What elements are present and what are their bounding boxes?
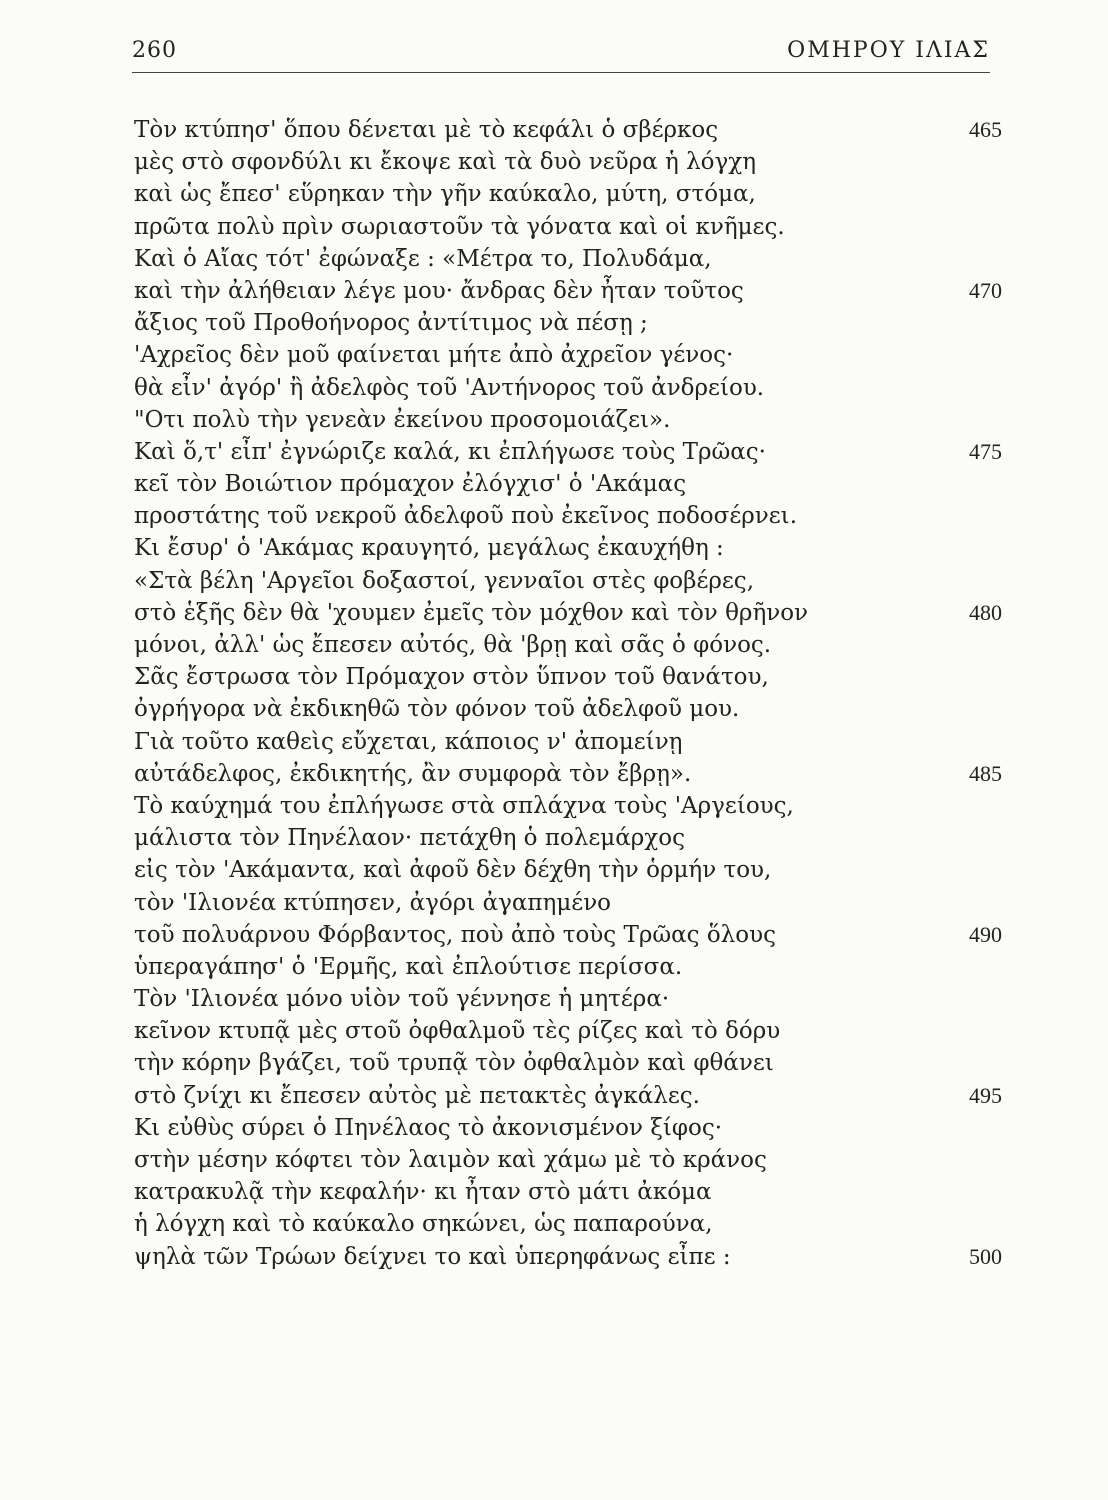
verse-line xyxy=(134,1241,1002,1273)
verse-line xyxy=(134,693,1002,725)
verse-text: Σᾶς ἔστρωσα τὸν Πρόμαχον στὸν ὕπνον τοῦ θανάτου, xyxy=(134,664,769,691)
verse-text: Τὸν κτύπησ' ὅπου δένεται μὲ τὸ κεφάλι ὁ σβέρκος xyxy=(134,117,719,143)
verse-text: τοῦ πολυάρνου Φόρβαντος, ποὺ ἀπὸ τοὺς Τρῶας ὅλους xyxy=(134,921,776,948)
verse-text: πρῶτα πολὺ πρὶν σωριαστοῦν τὰ γόνατα καὶ οἱ κνῆμες. xyxy=(134,213,785,240)
verse-line xyxy=(134,307,1002,339)
verse-text: ὑπεραγάπησ' ὁ 'Ερμῆς, καὶ ἐπλούτισε περίσσα. xyxy=(134,953,683,980)
verse-text: τὸν 'Ιλιονέα κτύπησεν, ἀγόρι ἀγαπημένο xyxy=(134,889,612,916)
line-number: 480 xyxy=(969,599,1002,625)
line-number: 495 xyxy=(969,1082,1002,1108)
verse-line xyxy=(134,1112,1002,1144)
verse-line xyxy=(134,726,1002,758)
verse-line xyxy=(134,114,1002,146)
verse-line xyxy=(134,339,1002,371)
verse-text: ψηλὰ τῶν Τρώων δείχνει το καὶ ὑπερηφάνως εἶπε : xyxy=(134,1243,731,1270)
verse-text: μάλιστα τὸν Πηνέλαον· πετάχθη ὁ πολεμάρχος xyxy=(134,825,685,852)
verse-line xyxy=(134,436,1002,468)
verse-text: Καὶ ὁ Αἴας τότ' ἐφώναξε : «Μέτρα το, Πολυδάμα, xyxy=(134,245,712,272)
verse-line xyxy=(134,758,1002,790)
verse-text: Κι εὐθὺς σύρει ὁ Πηνέλαος τὸ ἀκονισμένον ξίφος· xyxy=(134,1114,723,1141)
verse-line xyxy=(134,919,1002,951)
verse-text: κατρακυλᾷ τὴν κεφαλήν· κι ἦταν στὸ μάτι ἀκόμα xyxy=(134,1179,712,1206)
verse-line xyxy=(134,854,1002,886)
verse-line xyxy=(134,275,1002,307)
verse-line xyxy=(134,790,1002,822)
verse-text: μὲς στὸ σφονδύλι κι ἔκοψε καὶ τὰ δυὸ νεῦρα ἡ λόγχη xyxy=(134,149,756,176)
verse-text: μόνοι, ἀλλ' ὡς ἔπεσεν αὐτός, θὰ 'βρῃ καὶ σᾶς ὁ φόνος. xyxy=(134,632,772,658)
verse-line xyxy=(134,1176,1002,1208)
page-number: 260 xyxy=(132,38,177,63)
verse-text: ἡ λόγχη καὶ τὸ καύκαλο σηκώνει, ὡς παπαρούνα, xyxy=(134,1211,713,1238)
verse-text: κεῖνον κτυπᾷ μὲς στοῦ ὀφθαλμοῦ τὲς ρίζες καὶ τὸ δόρυ xyxy=(134,1018,781,1045)
verse-line xyxy=(134,887,1002,919)
verse-text: τὴν κόρην βγάζει, τοῦ τρυπᾷ τὸν ὀφθαλμὸν καὶ φθάνει xyxy=(134,1050,774,1077)
verse-text: αὐτάδελφος, ἐκδικητής, ἂν συμφορὰ τὸν ἔβρῃ». xyxy=(134,760,692,787)
verse-text: προστάτης τοῦ νεκροῦ ἀδελφοῦ ποὺ ἐκεῖνος ποδοσέρνει. xyxy=(134,503,798,530)
verse-line xyxy=(134,211,1002,243)
verse-line xyxy=(134,951,1002,983)
verse-line xyxy=(134,500,1002,532)
verse-line xyxy=(134,1144,1002,1176)
verse-text: Καὶ ὅ,τ' εἶπ' ἐγνώριζε καλά, κι ἐπλήγωσε τοὺς Τρῶας· xyxy=(134,438,766,465)
line-number: 500 xyxy=(969,1243,1002,1269)
verse-line xyxy=(134,565,1002,597)
verse-line xyxy=(134,243,1002,275)
verse-line xyxy=(134,661,1002,693)
verse-line xyxy=(134,146,1002,178)
verse-line xyxy=(134,597,1002,629)
verse-text: Γιὰ τοῦτο καθεὶς εὔχεται, κάποιος ν' ἀπομείνῃ xyxy=(134,728,683,755)
header-rule xyxy=(132,72,990,73)
verse-line xyxy=(134,1208,1002,1240)
verse-text: καὶ τὴν ἀλήθειαν λέγε μου· ἄνδρας δὲν ἦταν τοῦτος xyxy=(134,277,744,304)
verse-text: κεῖ τὸν Βοιώτιον πρόμαχον ἐλόγχισ' ὁ 'Ακάμας xyxy=(134,471,687,498)
verse-line xyxy=(134,178,1002,210)
verse-line xyxy=(134,468,1002,500)
verse-text: θὰ εἶν' ἀγόρ' ἢ ἀδελφὸς τοῦ 'Αντήνορος τοῦ ἀνδρείου. xyxy=(134,374,765,401)
verse-line xyxy=(134,1015,1002,1047)
line-number: 490 xyxy=(969,921,1002,947)
line-number: 465 xyxy=(969,117,1002,142)
verse-line xyxy=(134,1080,1002,1112)
verse-text: στὸ ἑξῆς δὲν θὰ 'χουμεν ἐμεῖς τὸν μόχθον καὶ τὸν θρῆνον xyxy=(134,599,809,626)
line-number: 470 xyxy=(969,277,1002,303)
verse-text: καὶ ὡς ἔπεσ' εὕρηκαν τὴν γῆν καύκαλο, μύτη, στόμα, xyxy=(134,181,756,208)
verse-text: Τὸ καύχημά του ἐπλήγωσε στὰ σπλάχνα τοὺς 'Αργείους, xyxy=(134,792,794,819)
verse-text: ὀγρήγορα νὰ ἐκδικηθῶ τὸν φόνον τοῦ ἀδελφοῦ μου. xyxy=(134,696,740,723)
verse-line xyxy=(134,983,1002,1015)
poem-body xyxy=(134,114,1002,1273)
line-number: 485 xyxy=(969,760,1002,786)
verse-text: στὴν μέσην κόφτει τὸν λαιμὸν καὶ χάμω μὲ τὸ κράνος xyxy=(134,1147,767,1173)
verse-text: ἄξιος τοῦ Προθοήνορος ἀντίτιμος νὰ πέσῃ ; xyxy=(134,310,648,337)
verse-line xyxy=(134,822,1002,854)
verse-text: στὸ ζνίχι κι ἔπεσεν αὐτὸς μὲ πετακτὲς ἀγκάλες. xyxy=(134,1082,700,1109)
verse-line xyxy=(134,404,1002,436)
verse-line xyxy=(134,372,1002,404)
line-number: 475 xyxy=(969,438,1002,464)
verse-text: «Στὰ βέλη 'Αργεῖοι δοξαστοί, γενναῖοι στὲς φοβέρες, xyxy=(134,567,755,594)
verse-text: Κι ἔσυρ' ὁ 'Ακάμας κραυγητό, μεγάλως ἐκαυχήθη : xyxy=(134,535,724,562)
verse-line xyxy=(134,1047,1002,1079)
verse-text: 'Αχρεῖος δὲν μοῦ φαίνεται μήτε ἀπὸ ἀχρεῖον γένος· xyxy=(134,342,734,369)
verse-text: εἰς τὸν 'Ακάμαντα, καὶ ἀφοῦ δὲν δέχθη τὴν ὁρμήν του, xyxy=(134,857,772,884)
verse-text: "Οτι πολὺ τὴν γενεὰν ἐκείνου προσομοιάζει». xyxy=(134,406,671,433)
verse-line xyxy=(134,629,1002,661)
running-head-title: ΟΜΗΡΟΥ ΙΛΙΑΣ xyxy=(787,38,990,63)
verse-text: Τὸν 'Ιλιονέα μόνο υἱὸν τοῦ γέννησε ἡ μητέρα· xyxy=(134,986,670,1013)
verse-line xyxy=(134,532,1002,564)
